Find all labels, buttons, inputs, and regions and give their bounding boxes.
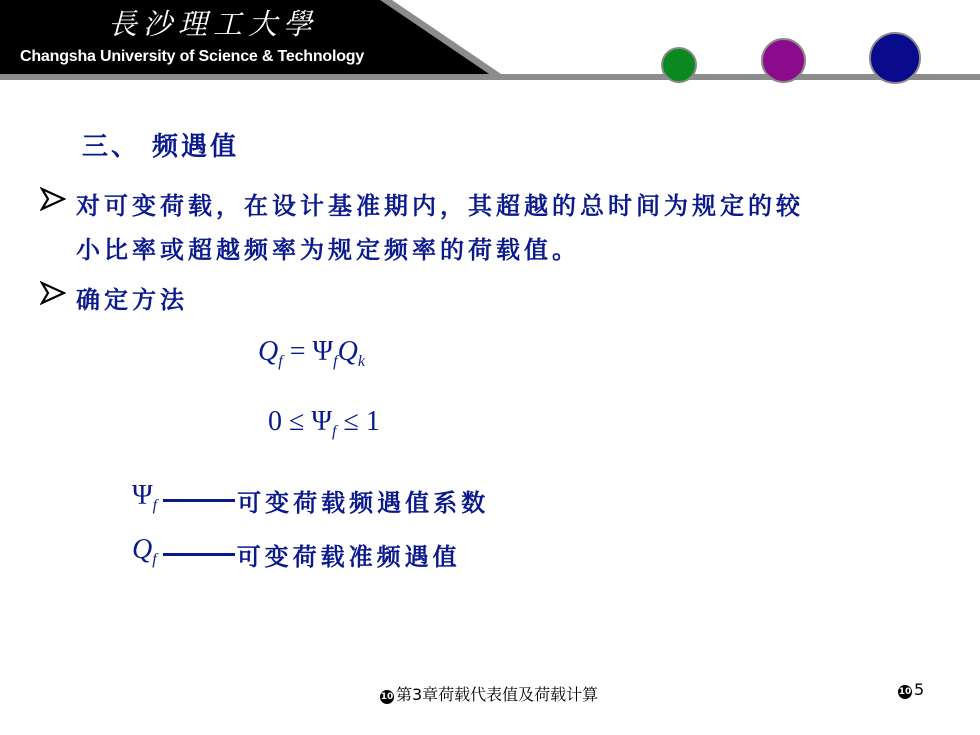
def1-text: 可变荷载频遇值系数 [237,487,490,517]
def1-symbol-sub: f [152,497,158,514]
bullet-1-line-1: 对可变荷载，在设计基准期内，其超越的总时间为规定的较 [76,191,804,220]
formula-frequent-value [258,336,365,371]
footer-chapter-text: 第3章荷载代表值及荷载计算 [396,685,599,704]
definition-qf [132,534,461,572]
formula1-lhs: Q [258,336,279,367]
definition-psi [132,480,489,518]
def2-symbol [132,534,157,568]
nav-button-blue[interactable] [869,32,921,84]
arrow-bullet-icon [40,186,66,212]
arrow-bullet-icon [40,280,66,306]
formula1-eq-sub: f [333,353,338,370]
def1-dash [163,499,235,502]
footer-marker: 10 [380,692,394,702]
def2-text: 可变荷载准频遇值 [236,541,461,571]
page-marker: 10 [898,687,912,697]
formula1-lhs-sub: f [278,353,283,370]
bullet-2-text: 确定方法 [76,285,188,314]
logo-english: Changsha University of Science & Technology [20,48,365,65]
footer-chapter [380,682,598,705]
formula-range [268,406,380,441]
formula2-sub: f [332,423,337,440]
formula2-right: ≤ 1 [336,406,380,437]
slide-title: 三、 频遇值 [82,132,240,162]
bullet-1-line-2: 小比率或超越频率为规定频率的荷载值。 [76,235,580,264]
logo-chinese: 長沙理工大學 [108,7,319,41]
formula1-rhs: Q [337,336,358,367]
formula2-left: 0 ≤ Ψ [268,406,333,437]
def1-symbol [132,480,158,514]
def2-symbol-sub: f [152,551,157,568]
page-number [898,680,924,699]
nav-button-purple[interactable] [761,38,806,83]
page-number-value: 5 [914,680,925,699]
nav-button-green[interactable] [661,47,697,83]
def2-symbol-char: Q [132,534,153,565]
formula1-rhs-sub: k [357,353,365,370]
def2-dash [163,553,235,556]
formula1-eq: = Ψ [282,336,334,367]
def1-symbol-char: Ψ [132,480,153,511]
